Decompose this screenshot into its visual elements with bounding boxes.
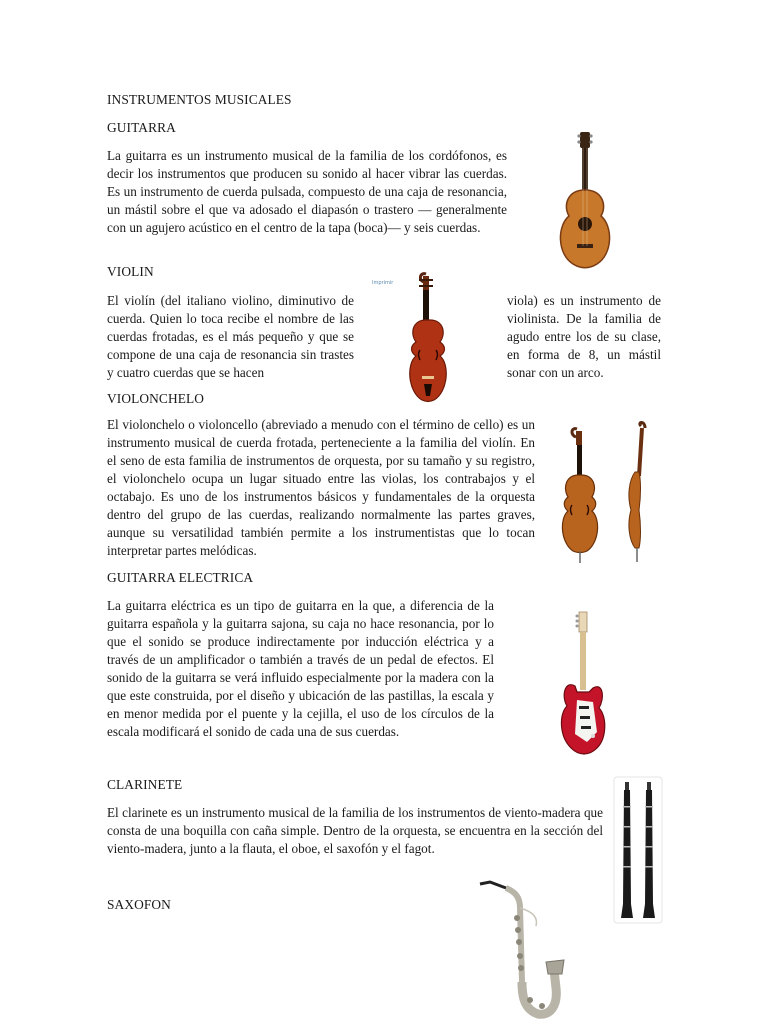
heading-guitarra-electrica: GUITARRA ELECTRICA <box>107 570 254 585</box>
paragraph-clarinete: El clarinete es un instrumento musical de la familia de los instrumentos de viento-madera que consta de una boquilla con caña simple. Dentro de la orquesta, se encuentra en la sección del viento-madera, junto a la flauta, el oboe, el saxofón y el fagot. <box>107 805 603 856</box>
heading-violin: VIOLIN <box>107 264 154 279</box>
document-title: INSTRUMENTOS MUSICALES <box>107 92 292 107</box>
clarinet-image <box>613 776 663 924</box>
electric-guitar-image <box>553 610 613 760</box>
heading-guitarra: GUITARRA <box>107 120 176 135</box>
cello-front-image <box>555 425 605 565</box>
cello-side-image <box>615 420 655 565</box>
violin-image-caption: Imprimir <box>372 280 394 286</box>
paragraph-violonchelo: El violonchelo o violoncello (abreviado a menudo con el término de cello) es un instrumento musical de cuerda frotada, perteneciente a la familia del violín. En el seno de esta familia de instrumentos de orquesta, por su tamaño y su registro, el violonchelo ocupa un lugar situado entre las violas, los contrabajos y el octabajo. Es uno de los instrumentos básicos y fundamentales de la orquesta dentro del grupo de las cuerdas, realizando normalmente las partes graves, aunque su versatilidad también permite a los instrumentistas que lo tocan interpretar partes melódicas. <box>107 417 535 558</box>
paragraph-violin-right: viola) es un instrumento de violinista. De la familia de agudo entre los de su clase, en forma de 8, un mástil sonar con un arco. <box>507 293 661 380</box>
heading-violonchelo: VIOLONCHELO <box>107 391 205 406</box>
heading-saxofon: SAXOFON <box>107 897 171 912</box>
paragraph-guitarra-electrica: La guitarra eléctrica es un tipo de guitarra en la que, a diferencia de la guitarra española y la guitarra sajona, su caja no hace resonancia, por lo que el sonido se produce indirectamente por inducción eléctrica y a través de un amplificador o también a través de un pedal de efectos. El sonido de la guitarra se verá influido especialmente por la madera con la que este construida, por el diseño y ubicación de las pastillas, la escala y en menor medida por el puente y la cejilla, el uso de los círculos de la escala modificará el sonido de cada una de sus cuerdas. <box>107 598 494 739</box>
violin-image <box>400 268 470 408</box>
heading-clarinete: CLARINETE <box>107 777 183 792</box>
saxophone-image <box>476 878 571 1024</box>
paragraph-violin-left: El violín (del italiano violino, diminutivo de cuerda. Quien lo toca recibe el nombre de las cuerdas frotadas, es el más pequeño y que se compone de una caja de resonancia sin trastes y cuatro cuerdas que se hacen <box>107 293 354 380</box>
acoustic-guitar-image <box>553 128 617 270</box>
paragraph-guitarra: La guitarra es un instrumento musical de la familia de los cordófonos, es decir los instrumentos que producen su sonido al hacer vibrar las cuerdas. Es un instrumento de cuerda pulsada, compuesto de una caja de resonancia, un mástil sobre el que va adosado el diapasón o trastero — generalmente con un agujero acústico en el centro de la tapa (boca)— y seis cuerdas. <box>107 148 507 235</box>
